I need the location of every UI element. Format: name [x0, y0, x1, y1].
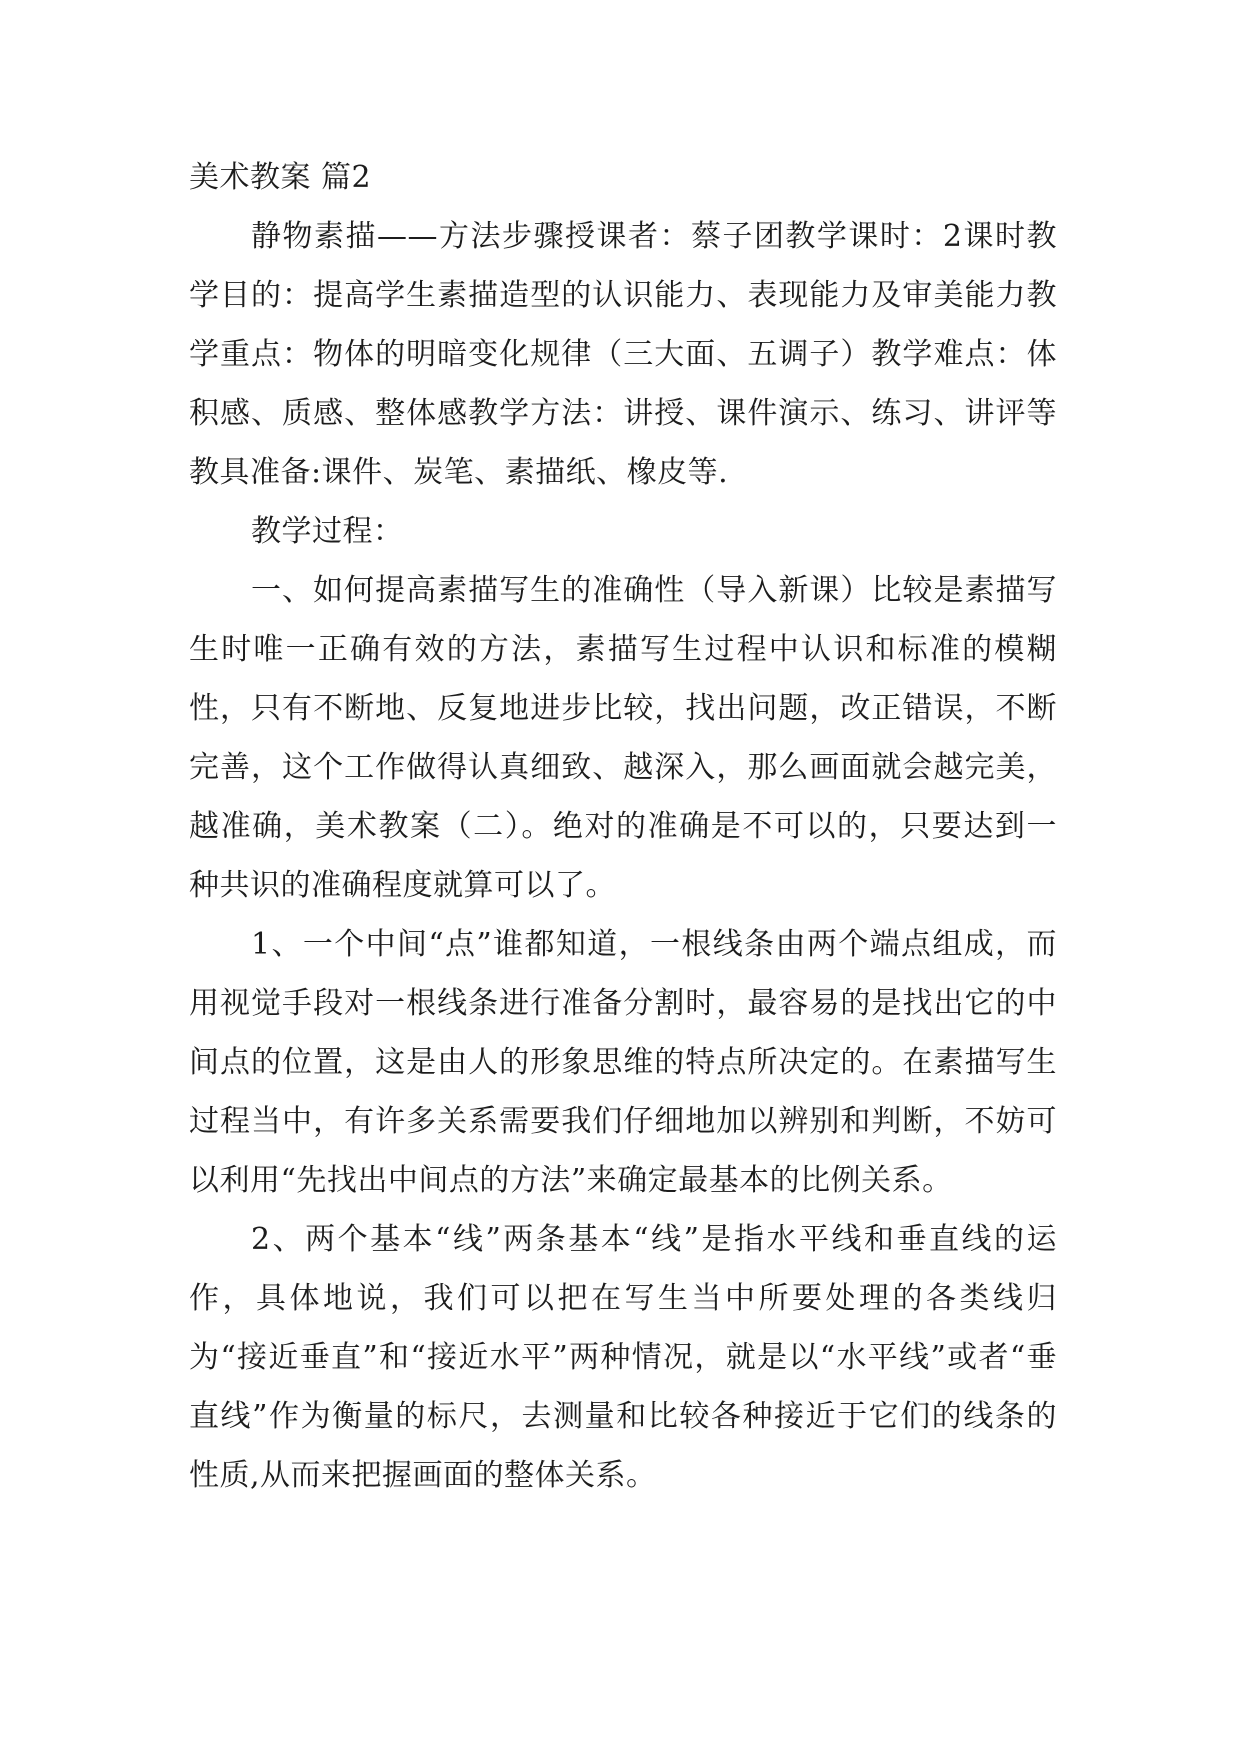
paragraph-lesson-info: 静物素描——方法步骤授课者：蔡子团教学课时：2课时教学目的：提高学生素描造型的认识能力、表现能力及审美能力教学重点：物体的明暗变化规律（三大面、五调子）教学难点：体积感、质感、整体感教学方法：讲授、课件演示、练习、讲评等教具准备:课件、炭笔、素描纸、橡皮等.: [189, 219, 1057, 490]
paragraph-point-two: 2、两个基本“线”两条基本“线”是指水平线和垂直线的运作，具体地说，我们可以把在写生当中所要处理的各类线归为“接近垂直”和“接近水平”两种情况，就是以“水平线”或者“垂直线”作为衡量的标尺，去测量和比较各种接近于它们的线条的性质,从而来把握画面的整体关系。: [189, 1222, 1057, 1493]
document-heading: 美术教案 篇2: [189, 160, 372, 195]
paragraph-section-one: 一、如何提高素描写生的准确性（导入新课）比较是素描写生时唯一正确有效的方法，素描写生过程中认识和标准的模糊性，只有不断地、反复地进步比较，找出问题，改正错误，不断完善，这个工作做得认真细致、越深入，那么画面就会越完美，越准确，美术教案（二）。绝对的准确是不可以的，只要达到一种共识的准确程度就算可以了。: [189, 573, 1057, 903]
document-body: [189, 148, 1057, 1505]
paragraph-process-title: 教学过程：: [251, 514, 404, 549]
paragraph-point-one: 1、一个中间“点”谁都知道，一根线条由两个端点组成，而用视觉手段对一根线条进行准备分割时，最容易的是找出它的中间点的位置，这是由人的形象思维的特点所决定的。在素描写生过程当中，有许多关系需要我们仔细地加以辨别和判断，不妨可以利用“先找出中间点的方法”来确定最基本的比例关系。: [189, 927, 1057, 1198]
